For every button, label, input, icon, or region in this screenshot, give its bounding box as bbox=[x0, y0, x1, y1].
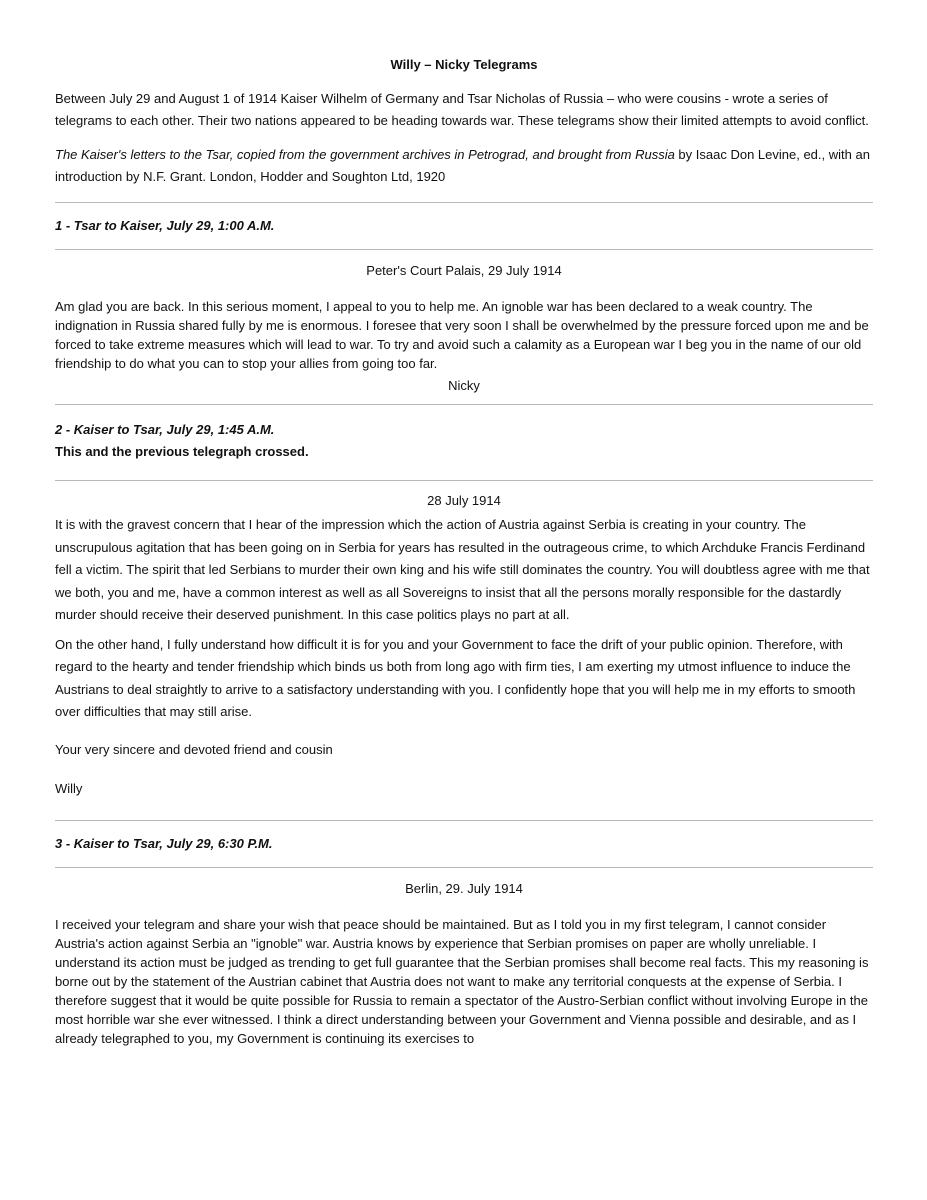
telegram-2-heading: 2 - Kaiser to Tsar, July 29, 1:45 A.M. bbox=[55, 422, 275, 437]
telegram-1-place-date: Peter's Court Palais, 29 July 1914 bbox=[366, 263, 562, 278]
telegram-2-signature: Willy bbox=[55, 780, 83, 796]
telegram-3-heading: 3 - Kaiser to Tsar, July 29, 6:30 P.M. bbox=[55, 835, 273, 851]
telegram-1-body: Am glad you are back. In this serious moment, I appeal to you to help me. An ignoble war has been declared to a weak country. The indignation in Russia shared fully by me is enormous. I foresee that very soon I shall be overwhelmed by the pressure forced upon me and be forced to take extreme measures which will lead to war. To try and avoid such a calamity as a European war I beg you in the name of our old friendship to do what you can to stop your allies from going too far. bbox=[55, 299, 869, 371]
divider bbox=[55, 867, 873, 868]
telegram-3-body: I received your telegram and share your wish that peace should be maintained. But as I told you in my first telegram, I cannot consider Austria's action against Serbia an "ignoble" war. Austria knows by experience that Serbian promises on paper are wholly unreliable. I understand its action must be judged as trending to get full guarantee that the Serbian promises shall become real facts. This my reasoning is borne out by the statement of the Austrian cabinet that Austria does not want to make any territorial conquests at the expense of Serbia. I therefore suggest that it would be quite possible for Russia to remain a spectator of the Austro-Serbian conflict without involving Europe in the most horrible war she ever witnessed. I think a direct understanding between your Government and Vienna possible and desirable, and as I already telegraphed to you, my Government is continuing its exercises to bbox=[55, 916, 869, 1046]
source-citation bbox=[55, 144, 873, 188]
telegram-3-place-date: Berlin, 29. July 1914 bbox=[405, 880, 523, 896]
citation-details: by Isaac Don Levine, ed., with an introduction by N.F. Grant. London, Hodder and Soughton Ltd, 1920 bbox=[55, 147, 870, 184]
telegram-2-note: This and the previous telegraph crossed. bbox=[55, 444, 309, 459]
divider bbox=[55, 202, 873, 203]
divider bbox=[55, 820, 873, 821]
divider bbox=[55, 480, 873, 481]
telegram-1-heading: 1 - Tsar to Kaiser, July 29, 1:00 A.M. bbox=[55, 218, 275, 233]
divider bbox=[55, 404, 873, 405]
telegram-2-body-1: It is with the gravest concern that I hear of the impression which the action of Austria against Serbia is creating in your country. The unscrupulous agitation that has been going on in Serbia for years has resulted in the outrageous crime, to which Archduke Francis Ferdinand fell a victim. The spirit that led Serbians to murder their own king and his wife still dominates the country. You will doubtless agree with me that we both, you and me, have a common interest as well as all Sovereigns to insist that all the persons morally responsible for the dastardly murder should receive their deserved punishment. In this case politics plays no part at all. bbox=[55, 517, 870, 622]
intro-paragraph: Between July 29 and August 1 of 1914 Kaiser Wilhelm of Germany and Tsar Nicholas of Russia – who were cousins - wrote a series of telegrams to each other. Their two nations appeared to be heading towards war. These telegrams show their limited attempts to avoid conflict. bbox=[55, 91, 869, 128]
document-title: Willy – Nicky Telegrams bbox=[390, 57, 538, 72]
telegram-2-body-2: On the other hand, I fully understand how difficult it is for you and your Government to face the drift of your public opinion. Therefore, with regard to the hearty and tender friendship which binds us both from long ago with firm ties, I am exerting my utmost influence to induce the Austrians to deal straightly to arrive to a satisfactory understanding with you. I confidently hope that you will help me in my efforts to smooth over difficulties that may still arise. bbox=[55, 636, 856, 719]
citation-book-title: The Kaiser's letters to the Tsar, copied from the government archives in Petrograd, and brought from Russia bbox=[55, 147, 675, 162]
telegram-1-signature: Nicky bbox=[448, 378, 480, 393]
telegram-2-place-date: 28 July 1914 bbox=[427, 493, 501, 508]
divider bbox=[55, 249, 873, 250]
telegram-2-closing: Your very sincere and devoted friend and cousin bbox=[55, 741, 333, 757]
